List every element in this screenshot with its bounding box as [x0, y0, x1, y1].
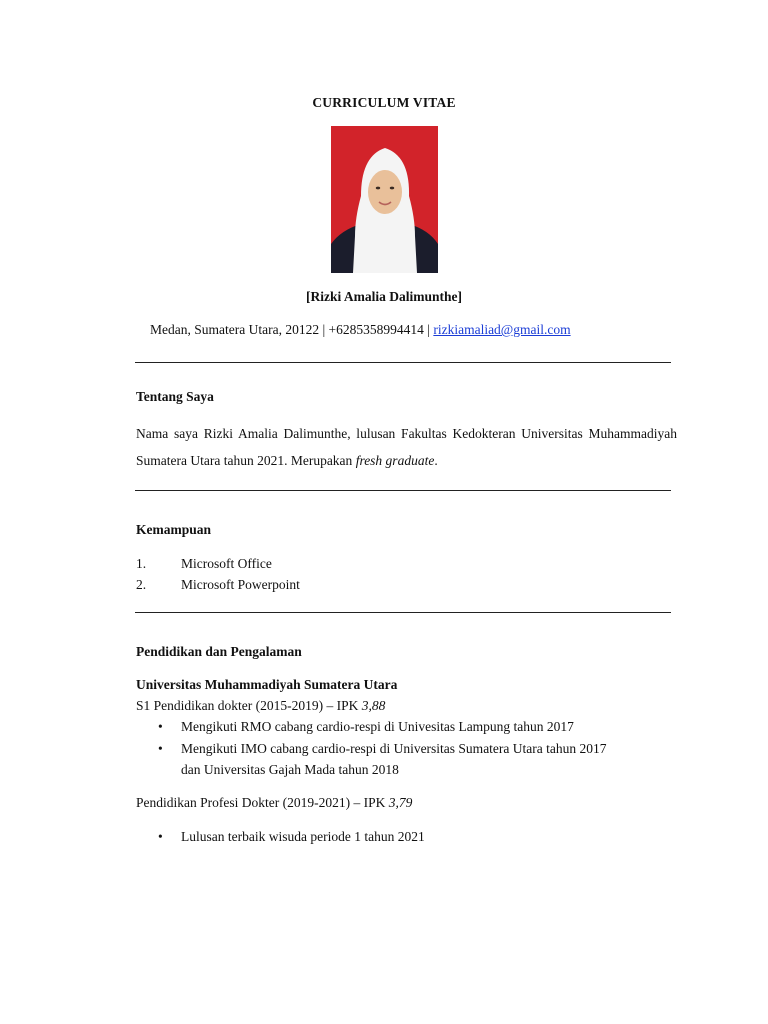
- email-link[interactable]: rizkiamaliad@gmail.com: [433, 322, 571, 337]
- gpa-value: 3,88: [361, 698, 386, 713]
- cv-title: CURRICULUM VITAE: [312, 95, 456, 110]
- degree-label: Pendidikan Profesi Dokter (2019-2021) – IPK: [136, 795, 389, 810]
- about-text-end: .: [434, 453, 438, 468]
- about-paragraph: [136, 420, 677, 474]
- experience-item: Mengikuti RMO cabang cardio-respi di Univesitas Lampung tahun 2017: [181, 719, 574, 734]
- experience-item: Mengikuti IMO cabang cardio-respi di Universitas Sumatera Utara tahun 2017: [181, 741, 607, 756]
- gpa-value: 3,79: [388, 795, 413, 810]
- degree-line: [136, 795, 412, 811]
- about-text: Nama saya Rizki Amalia Dalimunthe, lulusan Fakultas Kedokteran Universitas Muhammadiyah Sumatera Utara tahun 2021. Merupakan: [136, 426, 677, 468]
- bullet-icon: •: [158, 829, 163, 844]
- bullet-icon: •: [158, 719, 163, 734]
- about-heading: Tentang Saya: [136, 389, 214, 404]
- skill-number: 1.: [136, 556, 147, 571]
- experience-item-continued: dan Universitas Gajah Mada tahun 2018: [181, 762, 399, 777]
- portrait-image: [331, 126, 438, 273]
- applicant-name: [Rizki Amalia Dalimunthe]: [305, 289, 462, 304]
- bullet-icon: •: [158, 741, 163, 756]
- contact-text: Medan, Sumatera Utara, 20122 | +6285358994414 |: [150, 322, 434, 337]
- achievement-item: Lulusan terbaik wisuda periode 1 tahun 2021: [181, 829, 425, 844]
- education-heading: Pendidikan dan Pengalaman: [136, 644, 302, 659]
- degree-line: [136, 698, 385, 714]
- profile-photo: [331, 126, 438, 273]
- degree-label: S1 Pendidikan dokter (2015-2019) – IPK: [136, 698, 362, 713]
- skill-item: Microsoft Powerpoint: [181, 577, 300, 592]
- contact-line: [150, 322, 571, 338]
- skill-number: 2.: [136, 577, 147, 592]
- school-name: Universitas Muhammadiyah Sumatera Utara: [136, 677, 398, 692]
- about-text-italic: fresh graduate: [355, 453, 435, 468]
- skill-item: Microsoft Office: [181, 556, 272, 571]
- divider: [135, 490, 671, 491]
- skills-heading: Kemampuan: [136, 522, 212, 537]
- divider: [135, 362, 671, 363]
- divider: [135, 612, 671, 613]
